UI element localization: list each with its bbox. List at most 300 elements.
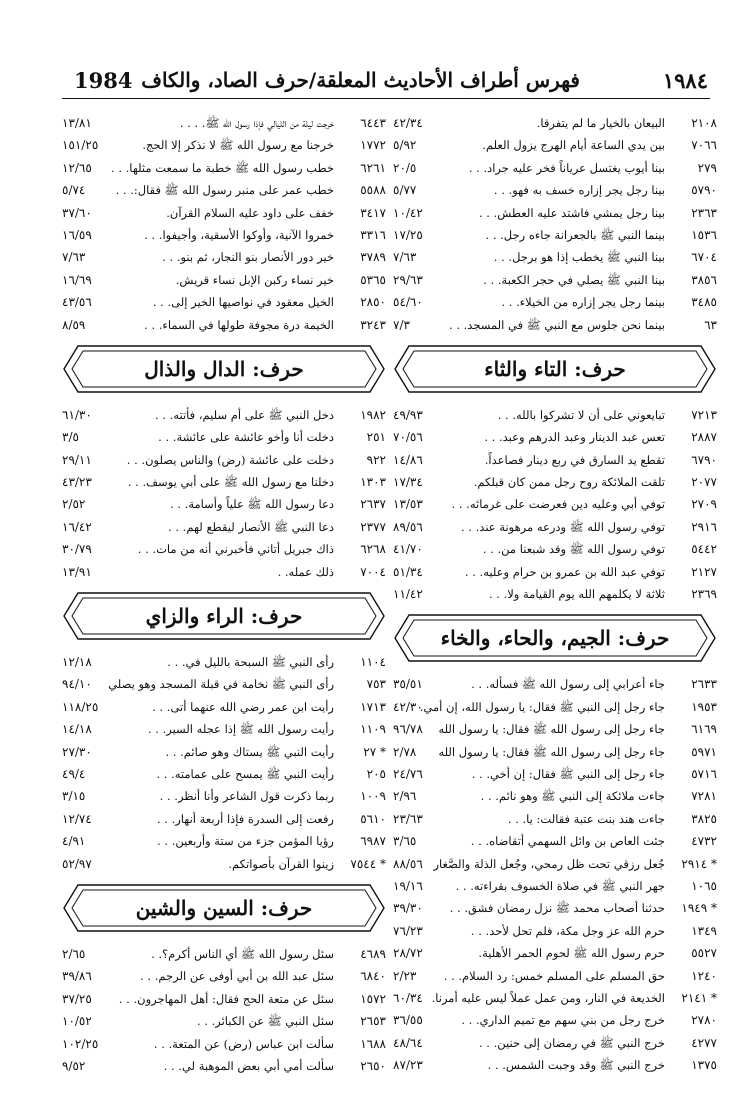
index-entry — [62, 179, 386, 201]
entry-text: خير نساء ركبن الإبل نساء قريش. — [175, 272, 334, 287]
entry-reference: ١٥١/٢٥ — [62, 138, 99, 153]
entry-reference: ٤٣/٥٦ — [62, 295, 92, 310]
entry-text: رأيت ابن عمر رضي الله عنهما أتى. . . — [152, 699, 334, 714]
entry-number: ١٠٠٩ — [360, 789, 386, 804]
entry-text: رؤيا المؤمن جزء من ستة وأربعين. . . — [157, 834, 334, 849]
entry-text: توفي أبي وعليه دين فعرضت على غرمائه. . . — [451, 497, 665, 512]
entry-number: ١٥٣٦ — [691, 227, 717, 242]
entry-reference: ٨٩/٥٦ — [393, 519, 423, 534]
entry-text: سئل رسول الله ﷺ أي الناس أكرم؟. . — [151, 946, 334, 961]
entry-number: ٦٤٤٣ — [360, 116, 386, 130]
entry-text: جهر النبي ﷺ في صلاة الخسوف بقراءته. . . — [455, 878, 665, 893]
entry-number: ٦١٦٩ — [691, 722, 717, 737]
header-rule — [62, 98, 710, 99]
entry-number: * ٢٩١٤ — [681, 856, 717, 871]
entry-text: دعا رسول الله ﷺ علياً وأسامة. . . — [170, 497, 334, 512]
entry-text: بينا رجل يجر إزاره خسف به فهو. . . — [493, 183, 665, 198]
entry-reference: ١٦/٦٩ — [62, 272, 92, 287]
entry-number: ١٧١٣ — [360, 699, 386, 714]
entry-text: جاء رجل إلى النبي ﷺ فقال: إن أخي. . . — [471, 766, 665, 781]
entry-reference: ٣/٦٥ — [393, 834, 417, 849]
entry-text: جاء رجل إلى رسول الله ﷺ فقال: يا رسول الله — [438, 744, 665, 759]
entry-reference: ١٣/٥٣ — [393, 497, 423, 512]
section-heading — [393, 613, 717, 663]
entry-reference: ٨٧/٢٣ — [393, 1058, 423, 1073]
index-entry — [62, 291, 386, 313]
entry-number: ٢٦٥٣ — [360, 1014, 386, 1029]
entry-reference: ٥١/٣٤ — [393, 564, 423, 579]
index-entry — [62, 943, 386, 965]
entry-text: البيعان بالخيار ما لم يتفرقا. — [536, 116, 665, 130]
entry-text: ذاك جبريل أتاني فأخبرني أنه من مات. . . — [137, 542, 334, 557]
entry-reference: ٤٨/٦٤ — [393, 1035, 423, 1050]
entry-reference: ٤٢/٣٤ — [393, 116, 423, 130]
index-entry — [393, 965, 717, 987]
index-entry — [393, 134, 717, 156]
entry-reference: ٦٠/٣٤ — [393, 990, 423, 1005]
entry-text: دخلنا مع رسول الله ﷺ على أبي يوسف. . . — [127, 475, 334, 490]
entry-number: ٥٧٩٠ — [691, 183, 717, 198]
entry-reference: ١٤/٨٦ — [393, 452, 423, 467]
entry-reference: ٩/٥٢ — [62, 1058, 86, 1073]
entry-number: * ٧٥٤٤ — [350, 856, 386, 871]
entry-number: ١٣٧٥ — [691, 1058, 717, 1073]
entry-text: ذلك عمله. . — [277, 564, 334, 579]
index-entry — [62, 673, 386, 695]
index-entry — [62, 1033, 386, 1055]
entry-reference: ٣٥/٥١ — [393, 677, 423, 692]
entry-number: ٢٦٣٧ — [360, 497, 386, 512]
entry-reference: ٣٧/٦٠ — [62, 205, 92, 220]
index-entry — [393, 112, 717, 134]
entry-text: جُعل رزقي تحت ظل رمحي، وجُعل الذلة والصَّغار — [433, 856, 665, 871]
entry-text: خطب رسول الله ﷺ خطبة ما سمعت مثلها. . . — [111, 160, 334, 175]
entry-reference: ٧/٦٣ — [393, 250, 417, 265]
entry-text: دخل النبي ﷺ على أم سليم، فأتته. . . — [155, 407, 334, 422]
entry-number: ٥٣٦٥ — [360, 272, 386, 287]
index-entry — [393, 246, 717, 268]
entry-number: ٢١٢٧ — [691, 564, 717, 579]
entry-number: ٤٧٣٢ — [691, 834, 717, 849]
section-title: حرف: السين والشين — [135, 895, 313, 920]
entry-reference: ٥/٩٢ — [393, 138, 417, 153]
index-entry — [62, 830, 386, 852]
entry-text: حق المسلم على المسلم خمس: رد السلام. . . — [443, 968, 665, 983]
index-entry — [393, 1009, 717, 1031]
index-entry — [393, 314, 717, 336]
entry-text: توفي رسول الله ﷺ ودرعه مرهونة عند. . . — [461, 519, 665, 534]
entry-number: ٢٠٥ — [366, 766, 386, 781]
entry-text: جاء رجل إلى رسول الله ﷺ فقال: يا رسول الله — [438, 722, 665, 737]
index-entry — [62, 112, 386, 134]
entry-text: بينما النبي ﷺ بالجعرانة جاءه رجل. . . — [485, 227, 665, 242]
entry-text: دخلت أنا وأخو عائشة على عائشة. . . — [158, 430, 334, 445]
entry-text: رأيت النبي ﷺ يستاك وهو صائم. . . — [165, 744, 334, 759]
section-heading — [62, 344, 386, 394]
index-entry — [393, 853, 717, 875]
index-entry — [62, 651, 386, 673]
entry-text: رفعت إلى السدرة فإذا أربعة أنهار. . . — [156, 811, 334, 826]
index-entry — [393, 785, 717, 807]
entry-text: خير دور الأنصار بنو النجار، ثم بنو. . . — [162, 250, 334, 265]
index-entry — [62, 763, 386, 785]
entry-number: ١٣٤٩ — [691, 923, 717, 938]
entry-number: ٢٣٦٣ — [691, 205, 717, 220]
entry-number: ١٩٨٢ — [360, 407, 386, 422]
right-column — [393, 112, 717, 1076]
section-heading — [393, 344, 717, 394]
entry-text: جئت العاص بن وائل السهمي أتقاضاه. . . — [470, 834, 665, 849]
entry-reference: ١٦/٤٢ — [62, 519, 92, 534]
entry-number: ٧٥٣ — [366, 677, 386, 692]
entry-reference: ٢٩/٦٣ — [393, 272, 423, 287]
entry-number: ١٣٠٣ — [360, 475, 386, 490]
index-entry — [393, 741, 717, 763]
entry-number: ٢٥١ — [366, 430, 386, 445]
entry-reference: ٢/٦٥ — [62, 946, 86, 961]
entry-reference: ٣/١٥ — [62, 789, 86, 804]
index-entry — [62, 561, 386, 583]
entry-text: تلقت الملائكة روح رجل ممن كان قبلكم. — [473, 475, 665, 490]
index-entry — [393, 875, 717, 897]
entry-text: خرجنا مع رسول الله ﷺ لا نذكر إلا الحج. — [142, 138, 334, 153]
index-entry — [62, 718, 386, 740]
entry-reference: ٤٢/٣٠ — [393, 699, 423, 714]
entry-text: سألت ابن عباس (رض) عن المتعة. . . — [153, 1036, 334, 1051]
entry-reference: ١٢/١٨ — [62, 655, 92, 670]
index-entry — [393, 830, 717, 852]
entry-text: دخلت على عائشة (رض) والناس يصلون. . . — [126, 452, 334, 467]
index-entry — [393, 1054, 717, 1076]
index-entry — [62, 853, 386, 875]
entry-number: ١٠٦٥ — [691, 878, 717, 893]
index-entry — [62, 426, 386, 448]
index-entry — [393, 897, 717, 919]
index-entry — [62, 785, 386, 807]
entry-text: دعا النبي ﷺ الأنصار ليقطع لهم. . . — [168, 519, 334, 534]
entry-number: ١١٠٩ — [360, 722, 386, 737]
entry-number: ٥٩٧١ — [691, 744, 717, 759]
index-entry — [393, 942, 717, 964]
entry-reference: ١٠/٤٢ — [393, 205, 423, 220]
entry-reference: ١٠/٥٢ — [62, 1014, 92, 1029]
entry-reference: ٤٩/٤ — [62, 766, 86, 781]
entry-reference: ٩٦/٧٨ — [393, 722, 423, 737]
section-title: حرف: التاء والثاء — [484, 356, 626, 381]
entry-number: ٥٤٤٢ — [691, 542, 717, 557]
entry-reference: ١١٨/٢٥ — [62, 699, 99, 714]
entry-number: ٦٩٨٧ — [360, 834, 386, 849]
entry-text: الخيل معقود في نواصيها الخير إلى. . . — [152, 295, 334, 310]
entry-reference: ٤٩/٩٣ — [393, 407, 423, 422]
entry-reference: ٨٨/٥٦ — [393, 856, 423, 871]
entry-reference: ٧/٣ — [393, 317, 410, 332]
entry-text: بينا رجل يمشي فاشتد عليه العطش. . . — [478, 205, 665, 220]
entry-number: ٥٥٨٨ — [360, 183, 386, 198]
entry-text: رأيت النبي ﷺ يمسح على عمامته. . . — [156, 766, 334, 781]
entry-reference: ١١/٤٢ — [393, 587, 423, 602]
index-entry — [393, 516, 717, 538]
entry-text: توفي عبد الله بن عمرو بن حرام وعليه. . . — [464, 564, 665, 579]
entry-number: ٦٧٠٤ — [691, 250, 717, 265]
index-entry — [393, 449, 717, 471]
entry-text: توفي رسول الله ﷺ وقد شبعنا من. . . — [482, 542, 665, 557]
entry-number: ٦٧٩٠ — [691, 452, 717, 467]
entry-number: ٧٢٨١ — [691, 789, 717, 804]
index-entry — [393, 538, 717, 560]
entry-number: ١٧٧٢ — [360, 138, 386, 153]
entry-reference: ١٩/١٦ — [393, 878, 423, 893]
entry-text: حرم الله عز وجل مكة، فلم تحل لأحد. . . — [470, 923, 665, 938]
entry-text: تبايعوني على أن لا تشركوا بالله. . . — [497, 407, 665, 422]
entry-number: ١١٠٤ — [360, 655, 386, 670]
index-entry — [62, 493, 386, 515]
entry-reference: ٢٤/٧٦ — [393, 766, 423, 781]
entry-reference: ٣٩/٣٠ — [393, 901, 423, 916]
index-entry — [393, 179, 717, 201]
index-entry — [393, 426, 717, 448]
entry-reference: ٥٤/٦٠ — [393, 295, 423, 310]
entry-text: جاءت ملائكة إلى النبي ﷺ وهو نائم. . . — [480, 789, 665, 804]
index-entry — [62, 965, 386, 987]
index-entry — [393, 987, 717, 1009]
entry-text: رأى النبي ﷺ السبحة بالليل في. . . — [167, 655, 334, 670]
entry-reference: ٥٢/٩٧ — [62, 856, 92, 871]
entry-reference: ١٣/٨١ — [62, 116, 92, 130]
entry-reference: ٣/٥ — [62, 430, 79, 445]
entry-text: ثلاثة لا يكلمهم الله يوم القيامة ولا. . . — [488, 587, 665, 602]
entry-text: بينا النبي ﷺ يصلي في حجر الكعبة. . . — [483, 272, 665, 287]
entry-reference: ١٢/٦٥ — [62, 160, 92, 175]
entry-number: ٢٧٨٠ — [691, 1013, 717, 1028]
entry-number: ٧٠٦٦ — [691, 138, 717, 153]
index-entry — [393, 920, 717, 942]
entry-reference: ٢/٢٣ — [393, 968, 417, 983]
entry-number: ١٢٤٠ — [691, 968, 717, 983]
index-entry — [393, 696, 717, 718]
entry-text: حرم رسول الله ﷺ لحوم الحمر الأهلية. — [478, 946, 665, 961]
entry-number: ٦٣ — [704, 317, 717, 332]
entry-reference: ٢٨/٧٢ — [393, 946, 423, 961]
entry-text: سئل عبد الله بن أبي أوفى عن الرجم. . . — [140, 969, 334, 984]
entry-text: خرجت ليلة من الليالي فإذا رسول الله ﷺ. . . . — [179, 116, 334, 130]
entry-reference: ٤١/٧٠ — [393, 542, 423, 557]
entry-reference: ٢٠/٥ — [393, 160, 417, 175]
index-entry — [62, 246, 386, 268]
entry-number: ٣٧٨٩ — [360, 250, 386, 265]
entry-reference: ٤/٩١ — [62, 834, 86, 849]
entry-number: ٢٦٥٠ — [360, 1058, 386, 1073]
entry-number: ٢٦٣٣ — [691, 677, 717, 692]
entry-number: ٦٨٤٠ — [360, 969, 386, 984]
entry-text: الخيمة درة مجوفة طولها في السماء. . . — [144, 317, 334, 332]
entry-reference: ١٣/٩١ — [62, 564, 92, 579]
entry-number: ٢٨٨٧ — [691, 430, 717, 445]
entry-text: الخديعة في النار، ومن عمل عملاً ليس عليه أمرنا. — [431, 990, 665, 1005]
index-entry — [393, 471, 717, 493]
index-entry — [62, 157, 386, 179]
index-entry — [62, 988, 386, 1010]
entry-number: ٥٧١٦ — [691, 766, 717, 781]
entry-text: حدثنا أصحاب محمد ﷺ نزل رمضان فشق. . . — [449, 901, 665, 916]
entry-number: * ٢٧ — [363, 744, 386, 759]
entry-text: رأيت رسول الله ﷺ إذا عجله السير. . . — [147, 722, 334, 737]
entry-number: ٢٣٧٧ — [360, 519, 386, 534]
entry-reference: ٥/٧٧ — [393, 183, 417, 198]
entry-text: بينا النبي ﷺ يخطب إذا هو برجل. . . — [493, 250, 665, 265]
index-entry — [62, 404, 386, 426]
section-title: حرف: الدال والذال — [144, 356, 304, 381]
entry-text: رأى النبي ﷺ نخامة في قبلة المسجد وهو يصلي — [108, 677, 334, 692]
entry-reference: ٤٣/٢٣ — [62, 475, 92, 490]
entry-number: ٣٨٥٦ — [691, 272, 717, 287]
section-title: حرف: الراء والزاي — [145, 604, 303, 629]
entry-reference: ٥/٧٤ — [62, 183, 86, 198]
entry-reference: ٧/٦٣ — [62, 250, 86, 265]
index-entry — [62, 269, 386, 291]
entry-reference: ٣٠/٧٩ — [62, 542, 92, 557]
entry-text: بين يدي الساعة أيام الهرج يزول العلم. — [482, 138, 665, 153]
section-heading — [62, 591, 386, 641]
index-entry — [393, 202, 717, 224]
index-entry — [393, 157, 717, 179]
entry-reference: ٧٦/٢٣ — [393, 923, 423, 938]
page-number-arabic: ١٩٨٤ — [662, 68, 708, 93]
entry-number: ٢٨٥٠ — [360, 295, 386, 310]
entry-number: ٣٣١٦ — [360, 227, 386, 242]
entry-reference: ١٠٢/٢٥ — [62, 1036, 99, 1051]
entry-number: * ١٩٤٩ — [681, 901, 717, 916]
entry-number: ٢٧٩ — [697, 160, 717, 175]
entry-number: ٤٦٨٩ — [360, 946, 386, 961]
index-entry — [62, 314, 386, 336]
entry-number: * ٢١٤١ — [681, 990, 717, 1005]
entry-number: ٥٥٢٧ — [691, 946, 717, 961]
entry-text: بينما نحن جلوس مع النبي ﷺ في المسجد. . . — [449, 317, 665, 332]
entry-number: ٦٢٦٨ — [360, 542, 386, 557]
entry-reference: ١٧/٣٤ — [393, 475, 423, 490]
index-entry — [62, 538, 386, 560]
entry-number: ١٩٥٣ — [691, 699, 717, 714]
index-entry — [393, 291, 717, 313]
entry-text: بينما رجل يجر إزاره من الخيلاء. . . — [501, 295, 665, 310]
entry-number: ٢٩١٦ — [691, 519, 717, 534]
entry-number: ٢٠٧٧ — [691, 475, 717, 490]
running-title: فهرس أطراف الأحاديث المعلقة/حرف الصاد، والكاف — [141, 68, 580, 92]
index-entry — [393, 673, 717, 695]
index-entry — [393, 224, 717, 246]
entry-text: خطب عمر على منبر رسول الله ﷺ فقال:. . . — [115, 183, 334, 198]
entry-number: ٣٢٤٣ — [360, 317, 386, 332]
entry-number: ٦٢٦١ — [360, 160, 386, 175]
entry-reference: ٣٩/٨٦ — [62, 969, 92, 984]
section-heading — [62, 883, 386, 933]
index-entry — [62, 696, 386, 718]
entry-reference: ٦١/٣٠ — [62, 407, 92, 422]
entry-number: ١٥٧٢ — [360, 991, 386, 1006]
entry-number: ٣٤١٧ — [360, 205, 386, 220]
entry-reference: ٣٧/٢٥ — [62, 991, 92, 1006]
left-column — [62, 112, 386, 1077]
entry-number: ٢١٠٨ — [691, 116, 717, 130]
entry-text: زينوا القرآن بأصواتكم. — [228, 856, 334, 871]
entry-reference: ١٦/٥٩ — [62, 227, 92, 242]
index-entry — [393, 493, 717, 515]
index-entry — [393, 269, 717, 291]
index-entry — [62, 741, 386, 763]
index-entry — [62, 134, 386, 156]
entry-text: خفف على داود عليه السلام القرآن. — [166, 205, 334, 220]
entry-text: خرج النبي ﷺ في رمضان إلى حنين. . . — [478, 1035, 665, 1050]
page-number-latin: 1984 — [74, 68, 133, 93]
entry-text: بينا أيوب يغتسل عرياناً فخر عليه جراد. . . — [468, 160, 665, 175]
index-entry — [62, 449, 386, 471]
index-entry — [393, 808, 717, 830]
entry-reference: ٨/٥٩ — [62, 317, 86, 332]
entry-reference: ٢٧/٣٠ — [62, 744, 92, 759]
index-entry — [62, 224, 386, 246]
entry-number: ٧٠٠٤ — [360, 564, 386, 579]
index-entry — [62, 202, 386, 224]
entry-reference: ٣٦/٥٥ — [393, 1013, 423, 1028]
index-entry — [393, 583, 717, 605]
entry-reference: ١٢/٧٤ — [62, 811, 92, 826]
index-entry — [62, 516, 386, 538]
entry-reference: ٢٩/١١ — [62, 452, 92, 467]
entry-number: ٢٧٠٩ — [691, 497, 717, 512]
entry-reference: ٢/٥٢ — [62, 497, 86, 512]
entry-text: تقطع يد السارق في ربع دينار فصاعداً. — [484, 452, 665, 467]
entry-text: خرج رجل من بني سهم مع تميم الداري. . . — [461, 1013, 665, 1028]
entry-text: خمروا الآنية، وأوكوا الأسقية، وأجيفوا. . . — [144, 227, 334, 242]
index-entry — [393, 763, 717, 785]
entry-reference: ٧٠/٥٦ — [393, 430, 423, 445]
entry-reference: ٢٣/٦٣ — [393, 811, 423, 826]
entry-text: سألت أمي أبي بعض الموهبة لي. . . — [163, 1058, 334, 1073]
entry-text: جاءت هند بنت عتبة فقالت: يا. . . — [507, 811, 665, 826]
index-entry — [62, 1010, 386, 1032]
entry-reference: ١٤/١٨ — [62, 722, 92, 737]
entry-text: ربما ذكرت قول الشاعر وأنا أنظر. . . — [159, 789, 334, 804]
entry-number: ٩٢٢ — [366, 452, 386, 467]
entry-number: ٣٨٢٥ — [691, 811, 717, 826]
entry-text: جاء رجل إلى النبي ﷺ فقال: يا رسول الله، إن أمي. — [419, 699, 665, 714]
entry-text: جاء أعرابي إلى رسول الله ﷺ فسأله. . . — [471, 677, 665, 692]
index-entry — [62, 1055, 386, 1077]
entry-reference: ٢/٩٦ — [393, 789, 417, 804]
section-title: حرف: الجيم، والحاء، والخاء — [440, 626, 670, 651]
entry-text: تعس عبد الدينار وعبد الدرهم وعبد. . . — [484, 430, 665, 445]
entry-number: ١٦٨٨ — [360, 1036, 386, 1051]
entry-number: ٣٤٨٥ — [691, 295, 717, 310]
index-entry — [393, 404, 717, 426]
entry-number: ٢٣٦٩ — [691, 587, 717, 602]
entry-text: سئل النبي ﷺ عن الكبائر. . . — [196, 1014, 334, 1029]
entry-number: ٧٢١٣ — [691, 407, 717, 422]
entry-reference: ١٧/٢٥ — [393, 227, 423, 242]
index-entry — [62, 808, 386, 830]
entry-number: ٤٢٧٧ — [691, 1035, 717, 1050]
index-entry — [393, 718, 717, 740]
index-entry — [62, 471, 386, 493]
entry-number: ٥٦١٠ — [360, 811, 386, 826]
entry-reference: ٢/٧٨ — [393, 744, 417, 759]
index-entry — [393, 1032, 717, 1054]
index-entry — [393, 561, 717, 583]
entry-text: خرج النبي ﷺ وقد وجبت الشمس. . . — [487, 1058, 665, 1073]
entry-reference: ٩٤/١٠ — [62, 677, 92, 692]
entry-text: سئل عن متعة الحج فقال: أهل المهاجرون. . . — [118, 991, 334, 1006]
